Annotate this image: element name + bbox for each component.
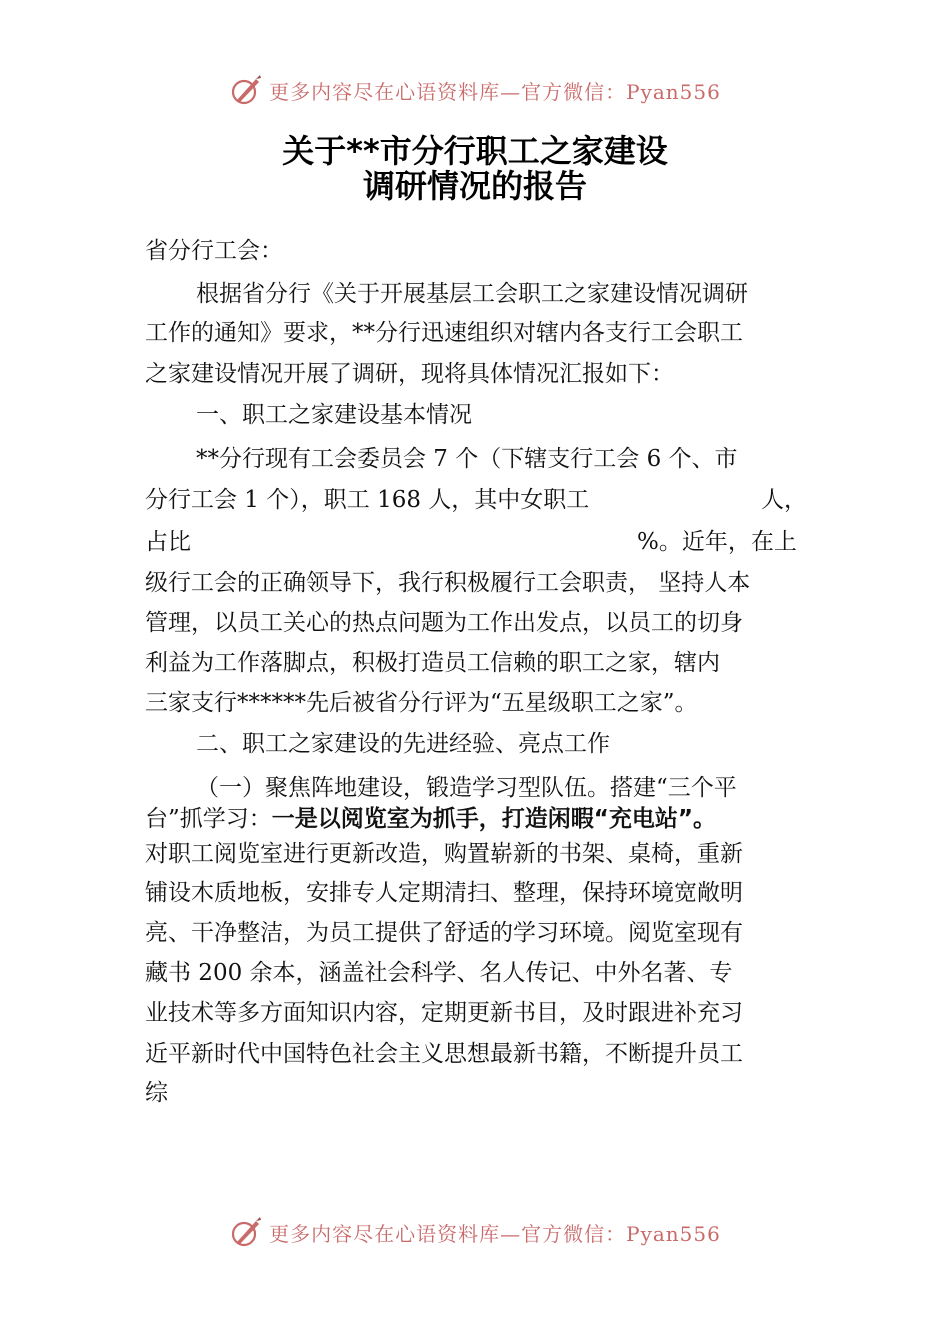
paragraph-line: 近平新时代中国特色社会主义思想最新书籍，不断提升员工 [145,1041,743,1067]
paragraph-line: **分行现有工会委员会 7 个（下辖支行工会 6 个、市 [196,446,738,472]
paragraph-line: 三家支行******先后被省分行评为“五星级职工之家”。 [145,690,698,716]
paragraph-line: 利益为工作落脚点，积极打造员工信赖的职工之家，辖内 [145,650,720,676]
paragraph-line: 之家建设情况开展了调研，现将具体情况汇报如下： [145,361,674,387]
section-heading-1: 一、职工之家建设基本情况 [196,402,472,428]
paragraph-line: 分行工会 1 个），职工 168 人，其中女职工 [145,487,590,513]
paragraph-line: 占比 [145,529,191,555]
paragraph-line-tail: 人， [761,487,807,513]
paragraph-line: 工作的通知》要求，**分行迅速组织对辖内各支行工会职工 [145,320,743,346]
watermark-text: 更多内容尽在心语资料库—官方微信：Pyan556 [269,79,721,104]
footer-watermark [0,1212,950,1252]
watermark-text: 更多内容尽在心语资料库—官方微信：Pyan556 [269,1221,721,1246]
paragraph-line: 亮、干净整洁，为员工提供了舒适的学习环境。阅览室现有 [145,920,743,946]
paragraph-line: 根据省分行《关于开展基层工会职工之家建设情况调研 [196,281,748,307]
paragraph-line: 管理，以员工关心的热点问题为工作出发点，以员工的切身 [145,610,743,636]
bold-emphasis-text: 一是以阅览室为抓手，打造闲暇“充电站”。 [271,806,716,832]
salutation: 省分行工会： [145,238,283,264]
paragraph-line [145,804,716,834]
header-watermark [0,70,950,110]
paragraph-line: 业技术等多方面知识内容，定期更新书目，及时跟进补充习 [145,1000,743,1026]
paragraph-line-lead: 台”抓学习： [145,806,272,832]
paragraph-line: （一）聚焦阵地建设，锻造学习型队伍。搭建“三个平 [196,775,737,801]
paragraph-line-tail: %。近年，在上 [637,529,797,555]
paragraph-line: 对职工阅览室进行更新改造，购置崭新的书架、桌椅，重新 [145,841,743,867]
document-title-line-1: 关于**市分行职工之家建设 [282,132,668,170]
paragraph-line: 藏书 200 余本，涵盖社会科学、名人传记、中外名著、专 [145,960,733,986]
paragraph-line: 级行工会的正确领导下，我行积极履行工会职责， 坚持人本 [145,570,751,596]
quill-pen-circle-icon [229,1215,263,1249]
document-title-line-2: 调研情况的报告 [362,167,587,205]
paragraph-line: 综 [145,1080,168,1106]
section-heading-2: 二、职工之家建设的先进经验、亮点工作 [196,731,610,757]
paragraph-line: 铺设木质地板，安排专人定期清扫、整理，保持环境宽敞明 [145,880,743,906]
quill-pen-circle-icon [229,73,263,107]
